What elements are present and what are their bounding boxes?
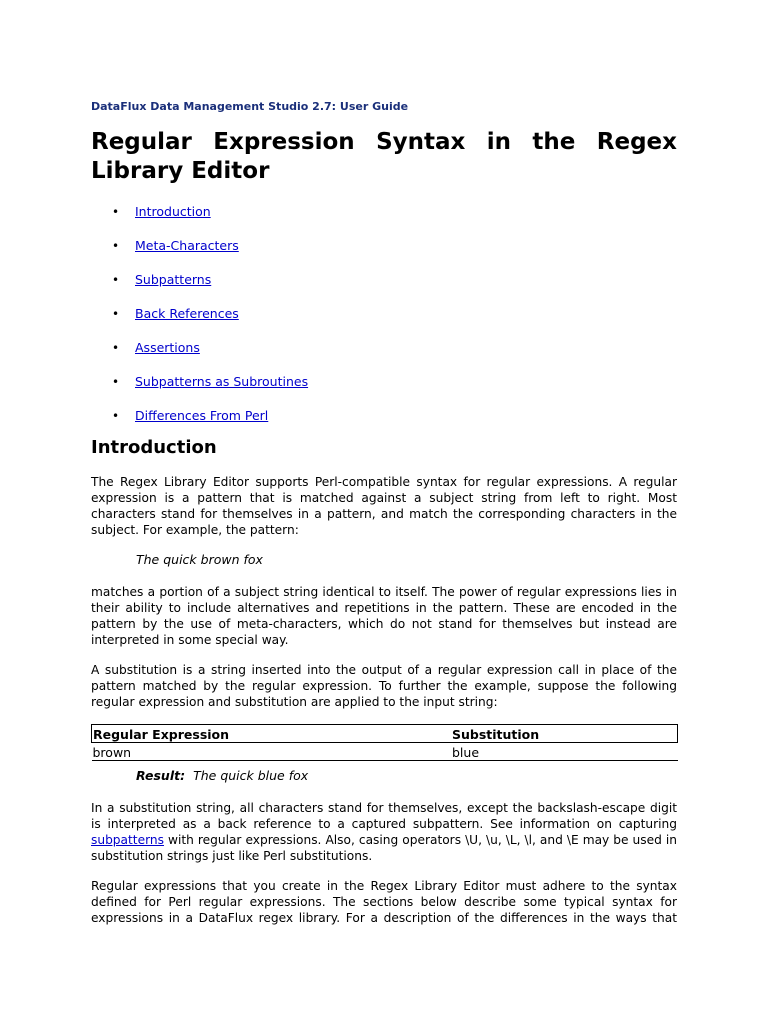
substitution-table	[91, 724, 678, 761]
bullet-icon: •	[112, 273, 120, 287]
example-pattern: The quick brown fox	[136, 552, 263, 567]
result-line	[136, 768, 308, 783]
intro-paragraph-1: The Regex Library Editor supports Perl-compatible syntax for regular expressions. A regular expression is a pattern that is matched against a subject string from left to right. Most characters stand for themselves in a pattern, and match the corresponding characters in the subject. For example, the pattern:	[91, 475, 677, 537]
bullet-icon: •	[112, 307, 120, 321]
intro-paragraph-3: A substitution is a string inserted into the output of a regular expression call in place of the pattern matched by the regular expression. To further the example, suppose the following regular expression and substitution are applied to the input string:	[91, 663, 677, 709]
table-cell-regular-expression: brown	[92, 743, 452, 761]
intro-paragraph-2: matches a portion of a subject string identical to itself. The power of regular expressions lies in their ability to include alternatives and repetitions in the pattern. These are encoded in the pattern by the use of meta-characters, which do not stand for themselves but instead are interpreted in some special way.	[91, 585, 677, 647]
toc-link-meta-characters[interactable]: Meta-Characters	[135, 238, 239, 253]
toc-link-differences-from-perl[interactable]: Differences From Perl	[135, 408, 269, 423]
bullet-icon: •	[112, 239, 120, 253]
toc-link-subpatterns[interactable]: Subpatterns	[135, 272, 212, 287]
table-cell-substitution: blue	[451, 743, 678, 761]
paragraph-text: In a substitution string, all characters stand for themselves, except the backslash-escape digit is interpreted as a back reference to a captured subpattern. See information on capturing	[91, 801, 677, 831]
bullet-icon: •	[112, 205, 120, 219]
guide-title: DataFlux Data Management Studio 2.7: User Guide	[91, 100, 409, 113]
intro-paragraph-4	[91, 800, 677, 864]
bullet-icon: •	[112, 341, 120, 355]
bullet-icon: •	[112, 375, 120, 389]
toc-link-introduction[interactable]: Introduction	[135, 204, 211, 219]
paragraph-text: with regular expressions. Also, casing operators \U, \u, \L, \l, and \E may be used in substitution strings just like Perl substitutions.	[91, 833, 677, 863]
result-value: The quick blue fox	[193, 768, 309, 783]
column-header-regular-expression: Regular Expression	[92, 725, 452, 743]
table-row	[92, 743, 678, 761]
column-header-substitution: Substitution	[451, 725, 678, 743]
result-label: Result:	[136, 768, 186, 783]
bullet-icon: •	[112, 409, 120, 423]
subpatterns-link[interactable]: subpatterns	[91, 833, 164, 847]
intro-paragraph-5: Regular expressions that you create in the Regex Library Editor must adhere to the syntax defined for Perl regular expressions. The sections below describe some typical syntax for expressions in a DataFlux regex library. For a description of the differences in the ways that	[91, 879, 677, 925]
toc-link-subpatterns-as-subroutines[interactable]: Subpatterns as Subroutines	[135, 374, 309, 389]
table-header-row	[92, 725, 678, 743]
toc-link-back-references[interactable]: Back References	[135, 306, 239, 321]
section-heading-introduction: Introduction	[91, 437, 217, 458]
page-title: Regular Expression Syntax in the Regex Library Editor	[91, 129, 677, 184]
toc-link-assertions[interactable]: Assertions	[135, 340, 200, 355]
